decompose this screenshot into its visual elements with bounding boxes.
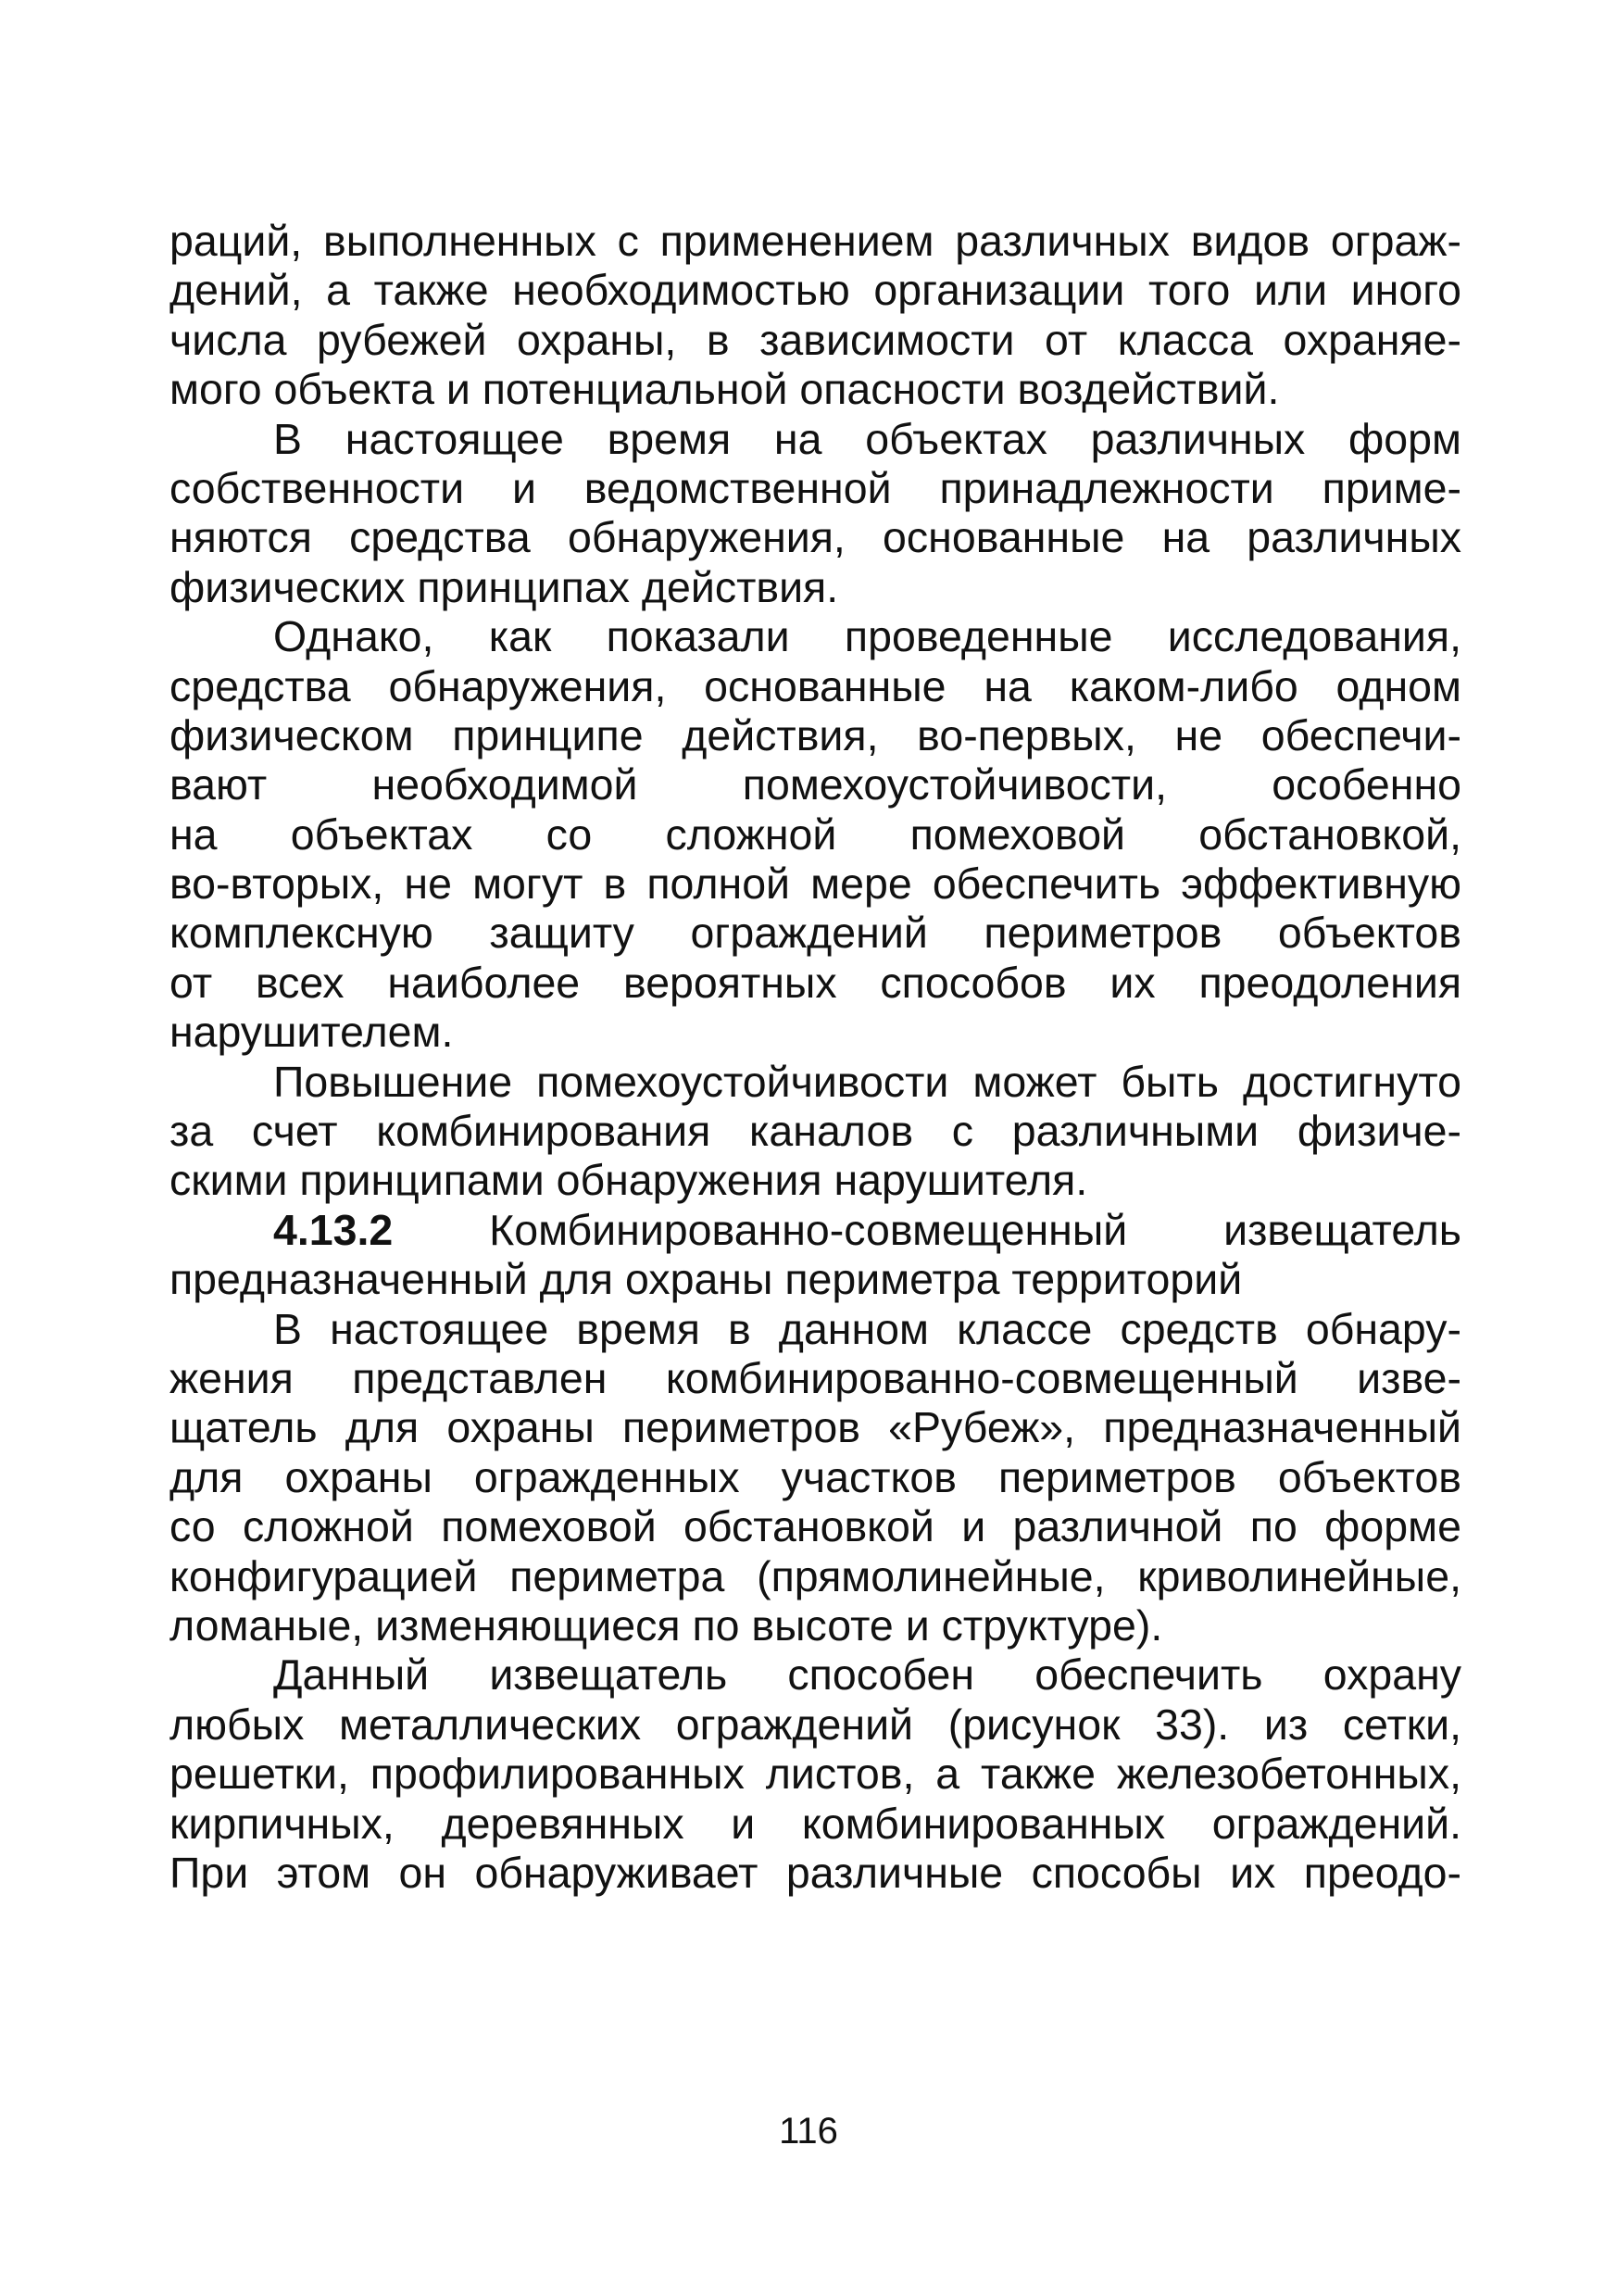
text-line: ломаные, изменяющиеся по высоте и структуре). <box>169 1600 1163 1650</box>
text-line: дений, а также необходимостью организации того или иного <box>169 266 1461 315</box>
text-line: жения представлен комбинированно-совмещенный изве- <box>169 1353 1461 1402</box>
text-line: Однако, как показали проведенные исследования, <box>273 612 1461 661</box>
text-line: скими принципами обнаружения нарушителя. <box>169 1156 1088 1205</box>
text-line: со сложной помеховой обстановкой и различной по форме <box>169 1502 1461 1551</box>
paragraph <box>169 1305 1461 1651</box>
text-line: любых металлических ограждений (рисунок 33). из сетки, <box>169 1700 1461 1749</box>
text-line: Данный извещатель способен обеспечить охрану <box>273 1650 1461 1700</box>
text-line: раций, выполненных с применением различных видов ограж- <box>169 217 1461 265</box>
text-line: на объектах со сложной помеховой обстановкой, <box>169 809 1461 859</box>
text-line: физическом принципе действия, во-первых, не обеспечи- <box>169 710 1461 759</box>
paragraph <box>169 1058 1461 1206</box>
text-line: средства обнаружения, основанные на каком-либо одном <box>169 661 1461 710</box>
text-line: Повышение помехоустойчивости может быть достигнуто <box>273 1057 1461 1106</box>
heading-text: Комбинированно-совмещенный извещатель <box>489 1205 1461 1254</box>
paragraph <box>169 1650 1461 1898</box>
text-line: В настоящее время на объектах различных форм <box>273 414 1461 463</box>
text-line: во-вторых, не могут в полной мере обеспечить эффективную <box>169 859 1461 909</box>
paragraph <box>169 217 1461 415</box>
text-line: няются средства обнаружения, основанные на различных <box>169 513 1461 562</box>
text-line: кирпичных, деревянных и комбинированных ограждений. <box>169 1799 1461 1848</box>
text-line: конфигурацией периметра (прямолинейные, криволинейные, <box>169 1551 1461 1600</box>
text-line: за счет комбинирования каналов с различными физиче- <box>169 1107 1461 1156</box>
text-line: нарушителем. <box>169 1008 454 1057</box>
page-number: 116 <box>779 2111 838 2152</box>
text-line: собственности и ведомственной принадлежности приме- <box>169 463 1461 512</box>
text-line: физических принципах действия. <box>169 562 839 611</box>
heading-line: предназначенный для охраны периметра территорий <box>169 1255 1243 1304</box>
text-line: вают необходимой помехоустойчивости, особенно <box>169 760 1461 809</box>
text-line: комплексную защиту ограждений периметров объектов <box>169 909 1461 958</box>
section-heading <box>169 1206 1461 1305</box>
paragraph <box>169 612 1461 1058</box>
text-line: решетки, профилированных листов, а также железобетонных, <box>169 1750 1461 1799</box>
text-line: При этом он обнаруживает различные способы их преодо- <box>169 1848 1461 1897</box>
text-line: мого объекта и потенциальной опасности воздействий. <box>169 365 1280 414</box>
text-line: для охраны огражденных участков периметров объектов <box>169 1452 1461 1501</box>
paragraph <box>169 415 1461 613</box>
section-number: 4.13.2 <box>273 1205 394 1254</box>
text-line: числа рубежей охраны, в зависимости от класса охраняе- <box>169 315 1461 364</box>
heading-line <box>169 1206 1461 1255</box>
text-line: щатель для охраны периметров «Рубеж», предназначенный <box>169 1403 1461 1452</box>
text-line: от всех наиболее вероятных способов их преодоления <box>169 958 1461 1007</box>
body-text <box>169 217 1461 1898</box>
text-line: В настоящее время в данном классе средств обнару- <box>273 1304 1461 1353</box>
